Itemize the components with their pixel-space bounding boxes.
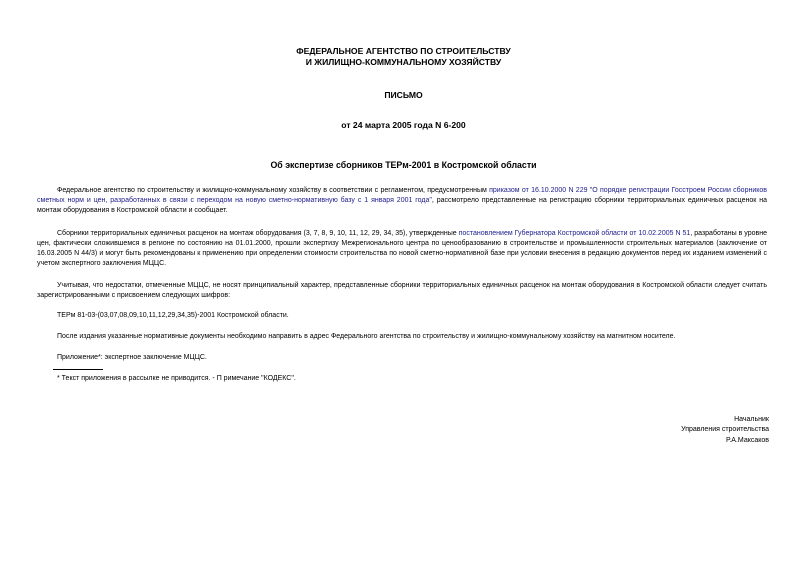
document-date-number: от 24 марта 2005 года N 6-200 — [341, 120, 466, 130]
document-type: ПИСЬМО — [384, 90, 423, 100]
paragraph-3 — [37, 281, 767, 301]
signature-department: Управления строительства — [681, 426, 769, 434]
paragraph-1 — [37, 186, 767, 216]
organization-header — [0, 46, 807, 68]
governor-decree-link[interactable]: постановлением Губернатора Костромской области от 10.02.2005 N 51 — [458, 230, 691, 237]
footnote: * Текст приложения в рассылке не приводится. - П римечание "КОДЕКС". — [57, 375, 296, 382]
paragraph-2-text-start: Сборники территориальных единичных расценок на монтаж оборудования (3, 7, 8, 9, 10, 11, 12, 29, 34, 35), утвержденные — [57, 230, 459, 237]
paragraph-2 — [37, 229, 767, 269]
footnote-divider — [53, 369, 103, 370]
paragraph-4-text: ТЕРм 81-03-(03,07,08,09,10,11,12,29,34,35)-2001 Костромской области. — [57, 312, 289, 319]
paragraph-2-text-end: , разработаны в уровне цен, фактически сложившемся в регионе по состоянию на 01.01.2000, прошли экспертизу Межрегионального центра по ценообразованию в строительстве и промышленности строительных материалов (заключение от 16.03.2005 N 44/3) и могут быть рекомендованы к применению при определении стоимости строительства по новой сметно-нормативной базе при условии внесения в редакцию документов перед их изданием изменений с учетом экспертного заключения МЦЦС. — [37, 230, 767, 267]
paragraph-3-text: Учитывая, что недостатки, отмеченные МЦЦС, не носят принципиальный характер, представленные сборники территориальных единичных расценок на монтаж оборудования в Костромской области следует считать зарегистрированными с присвоением следующих шифров: — [37, 282, 767, 299]
signature-block — [681, 415, 769, 446]
org-line-1: ФЕДЕРАЛЬНОЕ АГЕНТСТВО ПО СТРОИТЕЛЬСТВУ — [296, 46, 511, 56]
attachment-note: Приложение*: экспертное заключение МЦЦС. — [57, 354, 207, 361]
paragraph-6 — [37, 353, 767, 363]
paragraph-1-text-end: , рассмотрело представленные на регистрацию сборники территориальных единичных расценок на монтаж оборудования в Костромской области и сообщает. — [37, 197, 767, 214]
document-title: Об экспертизе сборников ТЕРм-2001 в Костромской области — [270, 160, 537, 170]
paragraph-5-text: После издания указанные нормативные документы необходимо направить в адрес Федерального агентства по строительству и жилищно-коммунальному хозяйству на магнитном носителе. — [57, 333, 676, 340]
paragraph-4 — [37, 311, 767, 321]
signature-position: Начальник — [734, 416, 769, 423]
order-229-link[interactable]: приказом от 16.10.2000 N 229 "О порядке регистрации Госстроем России сборников сметных норм и цен, разработанных в связи с переходом на новую сметно-нормативную базу с 1 января 2001 года" — [37, 187, 767, 204]
paragraph-1-text-start: Федеральное агентство по строительству и жилищно-коммунальному хозяйству в соответствии с регламентом, предусмотренным — [57, 187, 490, 194]
paragraph-5 — [37, 332, 767, 342]
org-line-2: И ЖИЛИЩНО-КОММУНАЛЬНОМУ ХОЗЯЙСТВУ — [305, 57, 502, 67]
signature-name: Р.А.Максаков — [726, 436, 769, 444]
